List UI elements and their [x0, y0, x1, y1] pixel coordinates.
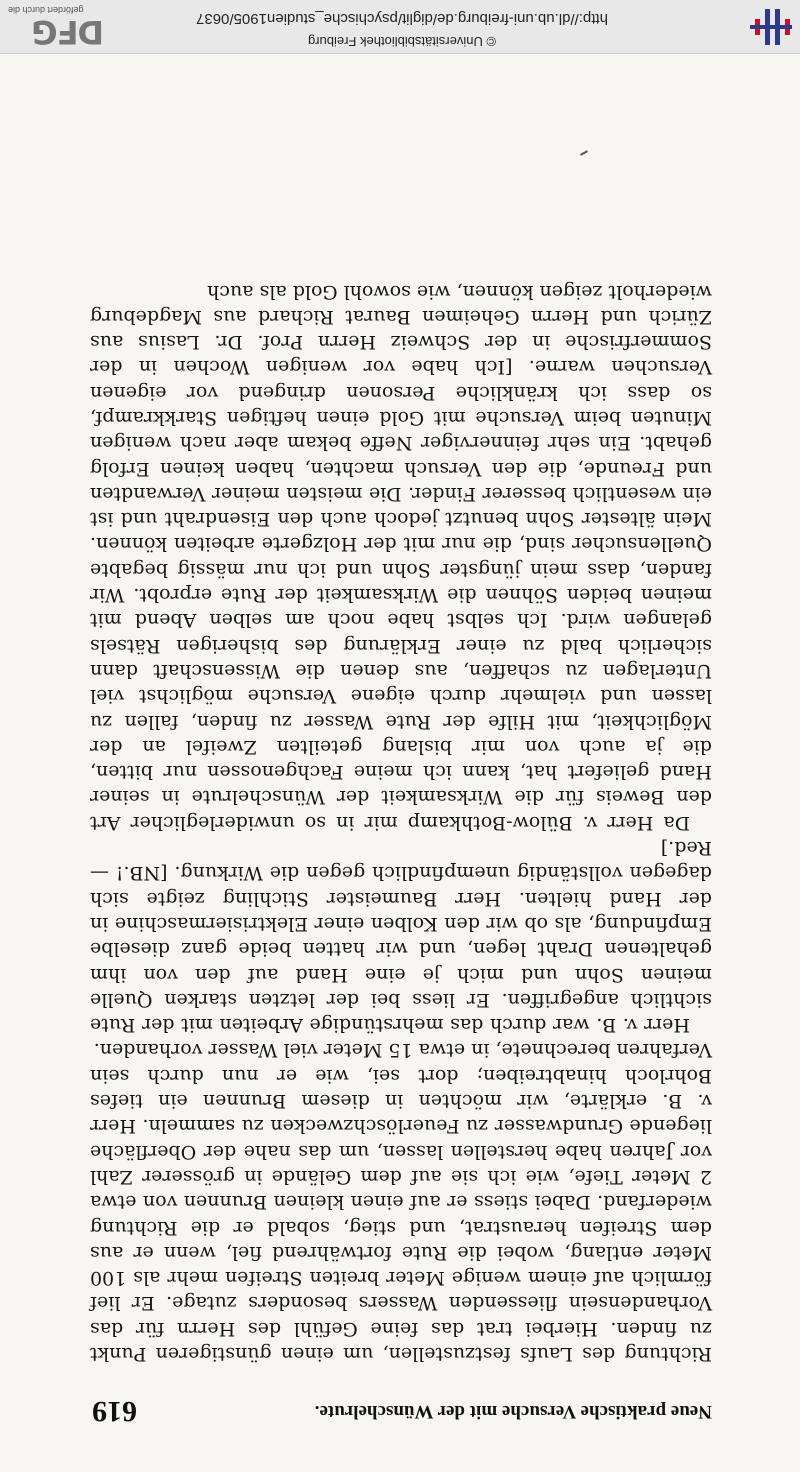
paragraph-3: Da Herr v. Bülow-Bothkamp mir in so unwiderleglicher Art den Beweis für die Wirksamkeit der Wünschelrute in seiner Hand geliefert hat, kann ich meine Fachgenossen nur bitten, die ja auch von mir bislang geteilten Zweifel an der Möglichkeit, mit Hilfe der Rute Wasser zu finden, fallen zu lassen und vielmehr durch eigene Versuche möglichst viel Unterlagen zu schaffen, aus denen die Wissenschaft dann sicherlich bald zu einer Erklärung des bisherigen Rätsels gelangen wird. Ich selbst habe noch am selben Abend mit meinen beiden Söhnen die Wirksamkeit der Rute erprobt. Wir fanden, dass mein jüngster Sohn und ich nur mässig begabte Quellensucher sind, die nur mit der Holzgerte arbeiten können. Mein ältester Sohn benutzt jedoch auch den Eisendraht und ist ein wesentlich besserer Finder. Die meisten meiner Verwandten und Freunde, die den Versuch machten, haben keinen Erfolg gehabt. Ein sehr feinnerviger Neffe bekam aber nach wenigen Minuten beim Versuche mit Gold einen heftigen Starkkrampf, so dass ich kränkliche Personen dringend vor eigenen Versuchen warne. [Ich habe vor wenigen Wochen in der Sommerfrische in der Schweiz Herrn Prof. Dr. Lasius aus Zürich und Herrn Geheimen Baurat Richard aus Magdeburg wiederholt zeigen können, wie sowohl Gold als auch	[90, 280, 712, 834]
dfg-logo	[8, 3, 104, 49]
library-banner	[0, 0, 800, 54]
dfg-funding-note: gefördert durch die	[8, 5, 84, 15]
page-header	[92, 1388, 712, 1428]
paragraph-2: Herr v. B. war durch das mehrstündige Arbeiten mit der Rute sichtlich angegriffen. Er liess bei der letzten starken Quelle meinen Sohn und mich je eine Hand auf den von ihm gehaltenen Draht legen, und wir hatten beide ganz dieselbe Empfindung, als ob wir den Kolben einer Elektrisiermaschine in der Hand hielten. Herr Baumeister Stichling zeigte sich dagegen vollständig unempfindlich gegen die Wirkung. [NB.! — Red.]	[90, 837, 712, 1037]
scan-smudge	[580, 150, 588, 156]
university-library-logo	[740, 5, 800, 49]
running-title: Neue praktische Versuche mit der Wünschelrute.	[314, 1401, 712, 1422]
source-url-link[interactable]: http://dl.ub.uni-freiburg.de/diglit/psychische_studien1905/0637	[196, 10, 608, 27]
dfg-logo-text: DFG	[32, 13, 104, 51]
copyright-notice: © Universitätsbibliothek Freiburg	[307, 34, 497, 49]
page-number: 619	[92, 1395, 137, 1428]
page-body-text	[90, 278, 712, 1366]
paragraph-1: Richtung des Laufs festzustellen, um einen günstigeren Punkt zu finden. Hierbei trat das feine Gefühl des Herrn für das Vorhandensein fliessenden Wassers besonders zutage. Er lief förmlich auf einem wenige Meter breiten Streifen mehr als 100 Meter entlang, wobei die Rute fortwährend fiel, wenn er aus dem Streifen heraustrat, und stieg, sobald er die Richtung wiederfand. Dabei stiess er auf einen kleinen Brunnen von etwa 2 Meter Tiefe, wie ich sie auf dem Gelände in grösserer Zahl vor Jahren habe herstellen lassen, um das nahe der Oberfläche liegende Grundwasser zu Feuerlöschzwecken zu sammeln. Herr v. B. erklärte, wir möchten in diesem Brunnen ein tiefes Bohrloch hinabtreiben; dort sei, wie er nun durch sein Verfahren berechnete, in etwa 15 Meter viel Wasser vorhanden.	[90, 1039, 712, 1365]
